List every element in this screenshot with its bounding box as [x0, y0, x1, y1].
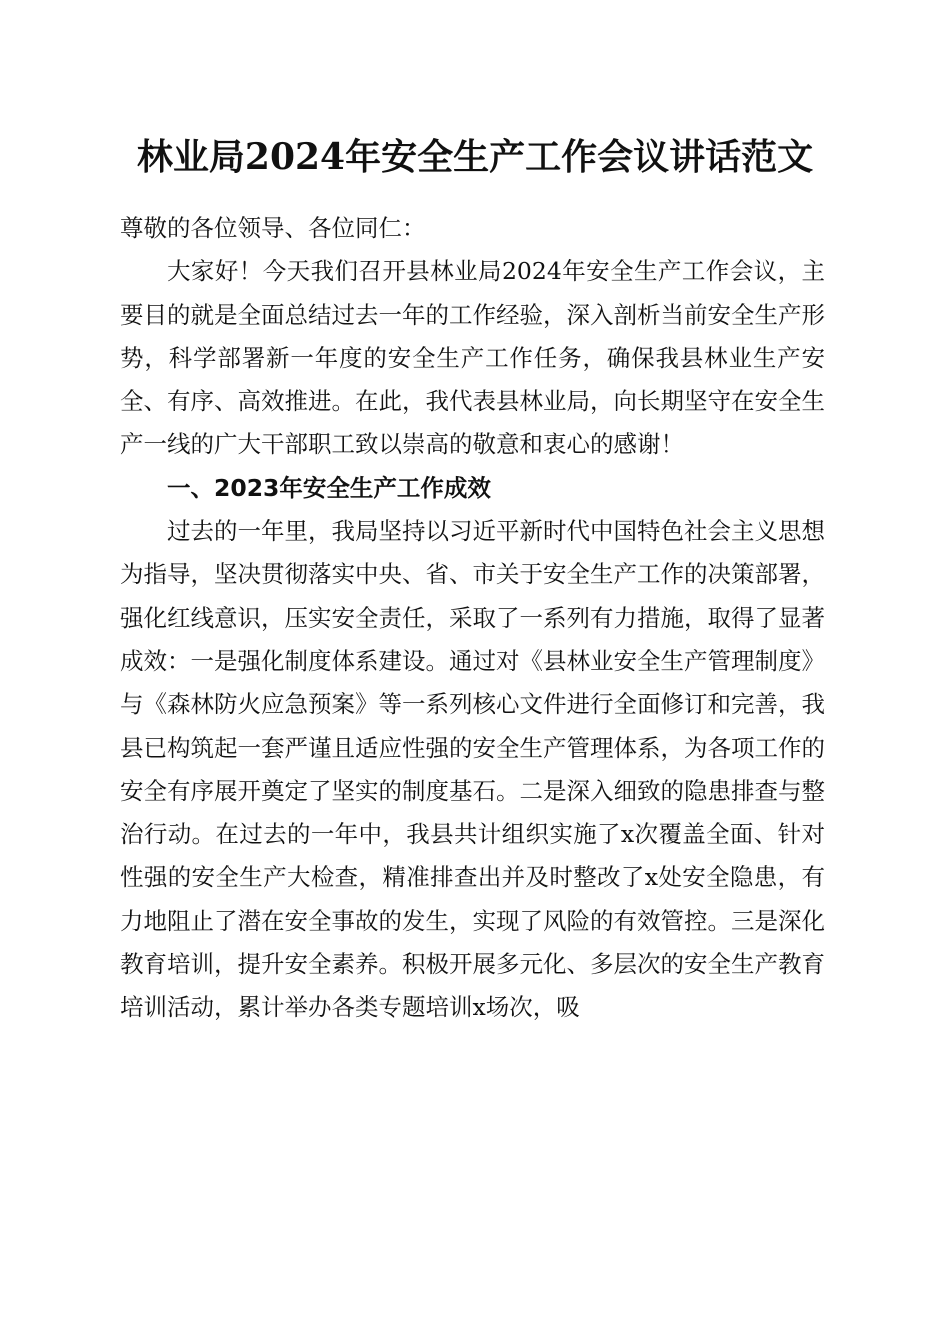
- salutation: 尊敬的各位领导、各位同仁：: [120, 214, 426, 242]
- opening-paragraph: 大家好！今天我们召开县林业局2024年安全生产工作会议，主要目的就是全面总结过去一年的工作经验，深入剖析当前安全生产形势，科学部署新一年度的安全生产工作任务，确保我县林业生产安全、有序、高效推进。在此，我代表县林业局，向长期坚守在安全生产一线的广大干部职工致以崇高的敬意和衷心的感谢！: [120, 257, 825, 459]
- section-heading: 一、2023年安全生产工作成效: [167, 473, 491, 502]
- section-paragraph: 过去的一年里，我局坚持以习近平新时代中国特色社会主义思想为指导，坚决贯彻落实中央、省、市关于安全生产工作的决策部署，强化红线意识，压实安全责任，采取了一系列有力措施，取得了显著成效：一是强化制度体系建设。通过对《县林业安全生产管理制度》与《森林防火应急预案》等一系列核心文件进行全面修订和完善，我县已构筑起一套严谨且适应性强的安全生产管理体系，为各项工作的安全有序展开奠定了坚实的制度基石。二是深入细致的隐患排查与整治行动。在过去的一年中，我县共计组织实施了x次覆盖全面、针对性强的安全生产大检查，精准排查出并及时整改了x处安全隐患，有力地阻止了潜在安全事故的发生，实现了风险的有效管控。三是深化教育培训，提升安全素养。积极开展多元化、多层次的安全生产教育培训活动，累计举办各类专题培训x场次，吸: [120, 517, 825, 1022]
- document-title: 林业局2024年安全生产工作会议讲话范文: [136, 136, 814, 178]
- document-body: [120, 207, 825, 1030]
